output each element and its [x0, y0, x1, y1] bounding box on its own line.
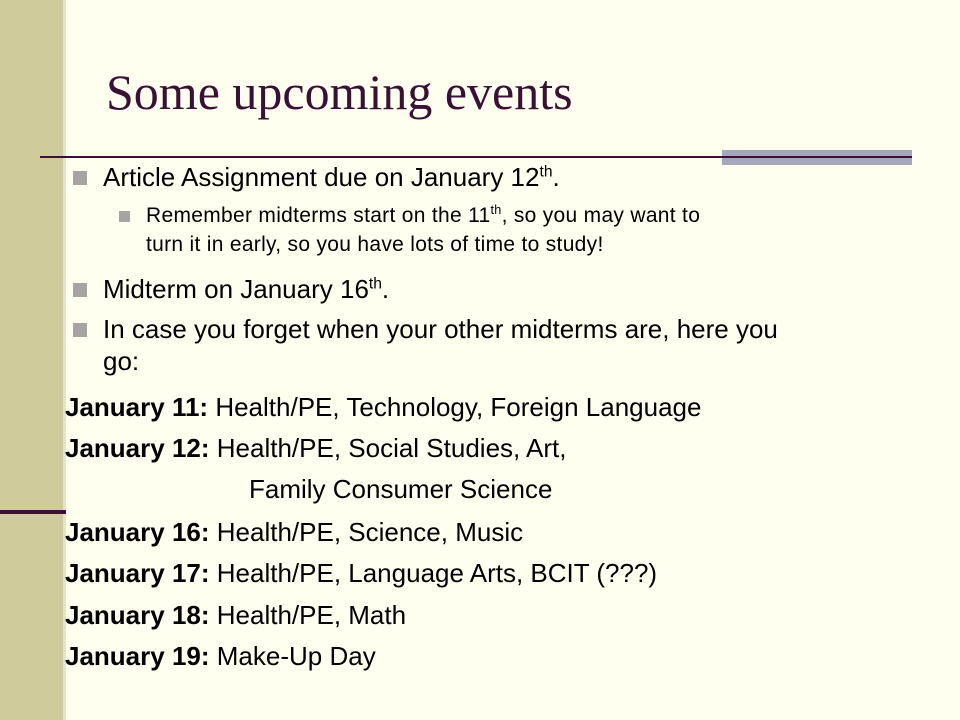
- schedule-row-continuation: Family Consumer Science: [249, 474, 553, 504]
- left-accent-bar: [0, 510, 66, 514]
- bullet-square-icon: [73, 283, 87, 297]
- sub-bullet-line-2: turn it in early, so you have lots of time to study!: [146, 233, 604, 256]
- title-divider-accent: [722, 150, 912, 165]
- sub-bullet-square-icon: [119, 211, 130, 222]
- bullet-midterm-date: Midterm on January 16th.: [103, 274, 390, 304]
- schedule-row: January 19: Make-Up Day: [65, 641, 376, 671]
- schedule-row: January 18: Health/PE, Math: [65, 600, 407, 630]
- schedule-row: January 17: Health/PE, Language Arts, BCIT (???): [65, 558, 658, 588]
- slide-title: Some upcoming events: [106, 64, 573, 120]
- left-decorative-band: [0, 0, 63, 720]
- bullet-square-icon: [73, 171, 87, 185]
- bullet-other-midterms-line-1: In case you forget when your other midterms are, here you: [103, 314, 778, 344]
- schedule-row: January 12: Health/PE, Social Studies, Art,: [65, 433, 567, 463]
- bullet-other-midterms-line-2: go:: [103, 346, 140, 376]
- sub-bullet-line-1: Remember midterms start on the 11th, so you may want to: [146, 203, 701, 227]
- schedule-row: January 11: Health/PE, Technology, Foreign Language: [65, 392, 702, 422]
- bullet-square-icon: [73, 323, 87, 337]
- schedule-row: January 16: Health/PE, Science, Music: [65, 517, 524, 547]
- bullet-article-assignment: Article Assignment due on January 12th.: [103, 162, 560, 192]
